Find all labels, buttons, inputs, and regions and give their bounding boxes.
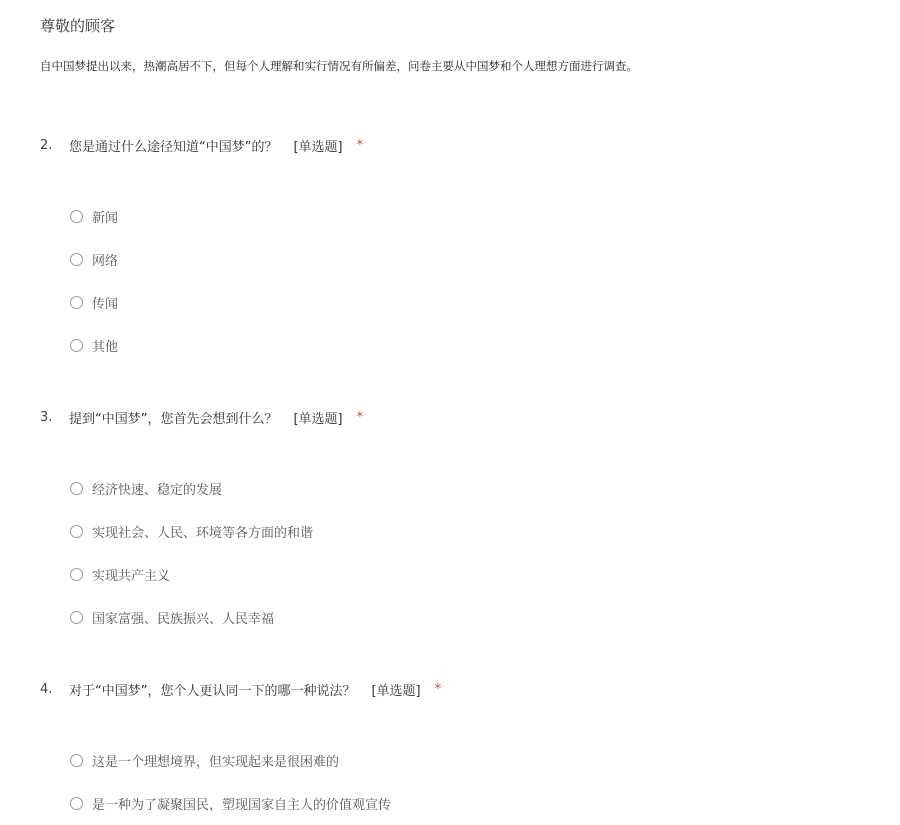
required-marker: * <box>356 409 364 425</box>
radio-button[interactable] <box>70 210 83 223</box>
option-label: 国家富强、民族振兴、人民幸福 <box>92 612 275 627</box>
option-label: 新闻 <box>92 211 119 226</box>
question-4 <box>40 679 860 813</box>
question-number: 3. <box>40 409 53 425</box>
radio-button[interactable] <box>70 568 83 581</box>
question-type: [单选题] <box>293 139 343 155</box>
option-list <box>70 467 313 639</box>
radio-button[interactable] <box>70 253 83 266</box>
required-marker: * <box>434 681 442 697</box>
survey-intro: 自中国梦提出以来，热潮高居不下，但每个人理解和实行情况有所偏差，问卷主要从中国梦和个人理想方面进行调查。 <box>40 59 638 73</box>
radio-button[interactable] <box>70 339 83 352</box>
option-label: 经济快速、稳定的发展 <box>92 483 223 498</box>
option-label: 其他 <box>92 340 119 355</box>
option-item[interactable] <box>70 467 313 510</box>
option-item[interactable] <box>70 195 118 238</box>
option-list <box>70 195 118 367</box>
option-item[interactable] <box>70 739 391 782</box>
question-3 <box>40 407 860 627</box>
option-label: 传闻 <box>92 297 119 312</box>
option-list <box>70 739 391 825</box>
question-number: 4. <box>40 681 53 697</box>
question-type: [单选题] <box>371 683 421 699</box>
radio-button[interactable] <box>70 797 83 810</box>
option-item[interactable] <box>70 238 118 281</box>
option-label: 网络 <box>92 254 119 269</box>
option-label: 是一种为了凝聚国民，塑现国家自主人的价值观宣传 <box>92 798 392 813</box>
required-marker: * <box>356 137 364 153</box>
option-item[interactable] <box>70 553 313 596</box>
question-2 <box>40 135 860 355</box>
question-text: 您是通过什么途径知道“中国梦”的？ <box>69 139 278 155</box>
option-item[interactable] <box>70 324 118 367</box>
question-text: 对于“中国梦”，您个人更认同一下的哪一种说法？ <box>69 683 356 699</box>
greeting-title: 尊敬的顾客 <box>40 17 116 35</box>
option-item[interactable] <box>70 782 391 825</box>
option-item[interactable] <box>70 510 313 553</box>
radio-button[interactable] <box>70 296 83 309</box>
question-number: 2. <box>40 137 53 153</box>
question-text: 提到“中国梦”，您首先会想到什么？ <box>69 411 278 427</box>
radio-button[interactable] <box>70 482 83 495</box>
option-label: 实现社会、人民、环境等各方面的和谐 <box>92 526 314 541</box>
option-item[interactable] <box>70 281 118 324</box>
radio-button[interactable] <box>70 525 83 538</box>
option-item[interactable] <box>70 596 313 639</box>
option-label: 这是一个理想境界，但实现起来是很困难的 <box>92 755 340 770</box>
option-label: 实现共产主义 <box>92 569 171 584</box>
question-type: [单选题] <box>293 411 343 427</box>
question-title <box>40 135 860 155</box>
question-title <box>40 407 860 427</box>
radio-button[interactable] <box>70 611 83 624</box>
question-title <box>40 679 860 699</box>
radio-button[interactable] <box>70 754 83 767</box>
